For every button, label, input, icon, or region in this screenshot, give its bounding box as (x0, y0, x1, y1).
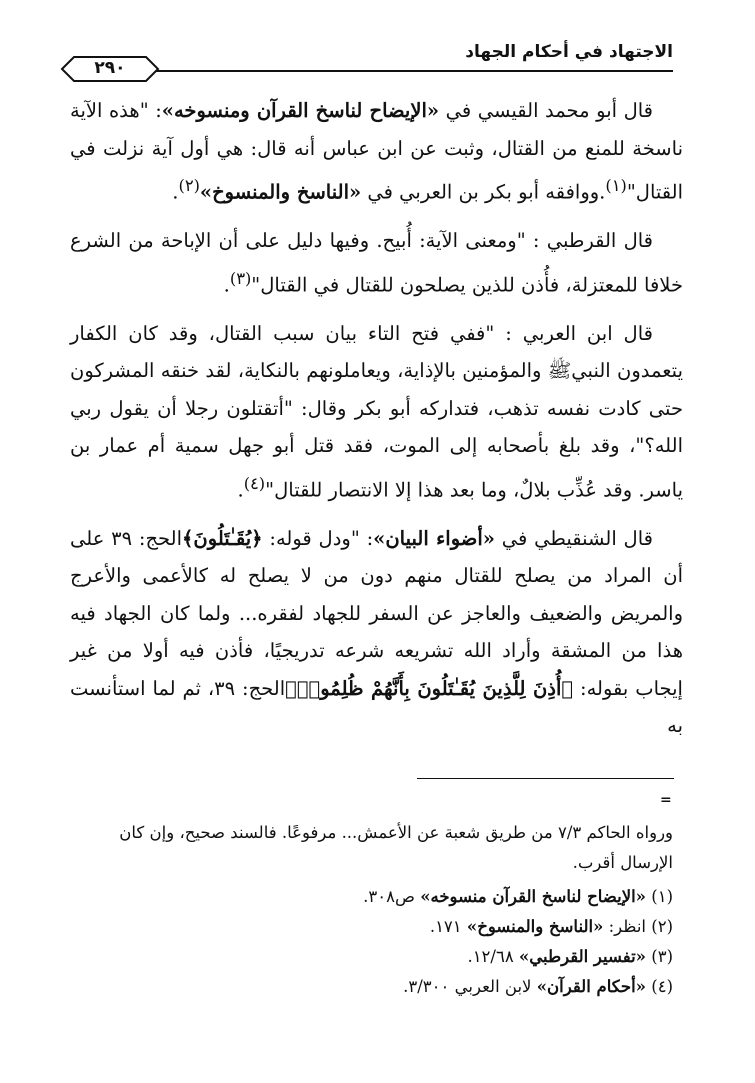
text-span: قال الشنقيطي في (494, 526, 653, 550)
paragraph-shanqiti (70, 520, 683, 745)
footnote-ref: (٣) (229, 268, 252, 288)
continuation-marker: = (660, 792, 672, 808)
footnote-number: (١) (651, 887, 673, 906)
footnote-number: (٣) (651, 947, 673, 966)
text-span: قال أبو محمد القيسي في (439, 99, 654, 122)
text-span: .ووافقه أبو بكر بن العربي في (361, 180, 606, 204)
footnote-4 (70, 972, 673, 1002)
header-rule (90, 70, 673, 72)
footnote-number: (٢) (651, 917, 673, 936)
footnote-continuation: ورواه الحاكم ٧/٣ من طريق شعبة عن الأعمش... مرفوعًا. فالسند صحيح، وإن كان الإرسال أقرب. (119, 823, 673, 872)
text-span: . (223, 273, 230, 296)
footnote-ref-text: ١٧١. (429, 917, 467, 936)
paragraph-qurtubi (70, 222, 683, 304)
footnotes (70, 818, 673, 1002)
quran-verse: ﴿يُقَـٰتَلُونَ﴾ (182, 526, 263, 550)
source-title: «الناسخ والمنسوخ» (199, 180, 362, 204)
quote-text: : "ودل قوله: (262, 526, 374, 550)
footnote-ref-text: لابن العربي ٣/٣٠٠. (403, 977, 537, 996)
quote-text: : "هذه الآية ناسخة للمنع من القتال، وثبت عن ابن عباس أنه قال: هي أول آية نزلت في القتال" (70, 99, 683, 204)
footnote-number: (٤) (651, 977, 673, 996)
quote-text: الحج: ٣٩، ثم لما استأنست به (70, 676, 683, 737)
footnote-ref-text: ص٣٠٨. (363, 887, 421, 906)
page-number-badge (60, 55, 160, 83)
text-span: . (237, 478, 244, 501)
source-title: «أضواء البيان» (373, 526, 495, 550)
footnote-prefix: انظر: (603, 917, 652, 936)
source-title: «تفسير القرطبي» (518, 947, 646, 966)
main-text (70, 92, 683, 756)
quote-text: قال القرطبي : "ومعنى الآية: أُبيح. وفيها دليل على أن الإباحة من الشرع خلافا للمعتزلة، فأُذن للذين يصلحون للقتال في القتال" (70, 229, 683, 296)
paragraph-ibn-arabi (70, 315, 683, 509)
footnote-2 (70, 912, 673, 942)
footnote-ref: (٤) (243, 473, 266, 493)
page-number: ٢٩٠ (94, 58, 126, 78)
source-title: «الناسخ والمنسوخ» (466, 917, 604, 936)
footnote-3 (70, 942, 673, 972)
quran-verse: ﴿أُذِنَ لِلَّذِينَ يُقَـٰتَلُونَ بِأَنَّهُمْ ظُلِمُوا۟﴾ (285, 676, 574, 700)
source-title: «الإيضاح لناسخ القرآن ومنسوخه» (161, 99, 440, 122)
footnote-ref: (٢) (178, 176, 200, 195)
source-title: «الإيضاح لناسخ القرآن منسوخه» (420, 887, 646, 906)
footnote-1 (70, 882, 673, 912)
running-header-title: الاجتهاد في أحكام الجهاد (465, 42, 673, 62)
text-span: . (172, 180, 179, 204)
paragraph-qaysi (70, 92, 683, 211)
footnote-ref-text: ١٢/٦٨. (467, 947, 519, 966)
source-title: «أحكام القرآن» (536, 977, 646, 996)
footnote-ref: (١) (605, 176, 627, 195)
quote-text: الحج: ٣٩ على أن المراد من يصلح للقتال منهم دون من لا يصلح له كالأعمى والأعرج والمريض والضعيف والعاجز عن السفر للجهاد لفقره... ولما كان الجهاد فيه هذا من المشقة وأراد الله تشريعه شرعه تدريجيًا، فأذن فيه أولا من غير إيجاب بقوله: (70, 526, 683, 700)
footnote-separator (417, 778, 674, 779)
quote-text: قال ابن العربي : "ففي فتح التاء بيان سبب القتال، وقد كان الكفار يتعمدون النبيﷺ والمؤمنين بالإذاية، ويعاملونهم بالنكاية، لقد خنقه المشركون حتى كادت نفسه تذهب، فتداركه أبو بكر وقال: "أتقتلون رجلا أن يقول ربي الله؟"، وقد بلغ بأصحابه إلى الموت، فقد قتل أبو جهل سمية أم عمار بن ياسر. وقد عُذِّب بلالٌ، وما بعد هذا إلا الانتصار للقتال" (70, 321, 683, 501)
